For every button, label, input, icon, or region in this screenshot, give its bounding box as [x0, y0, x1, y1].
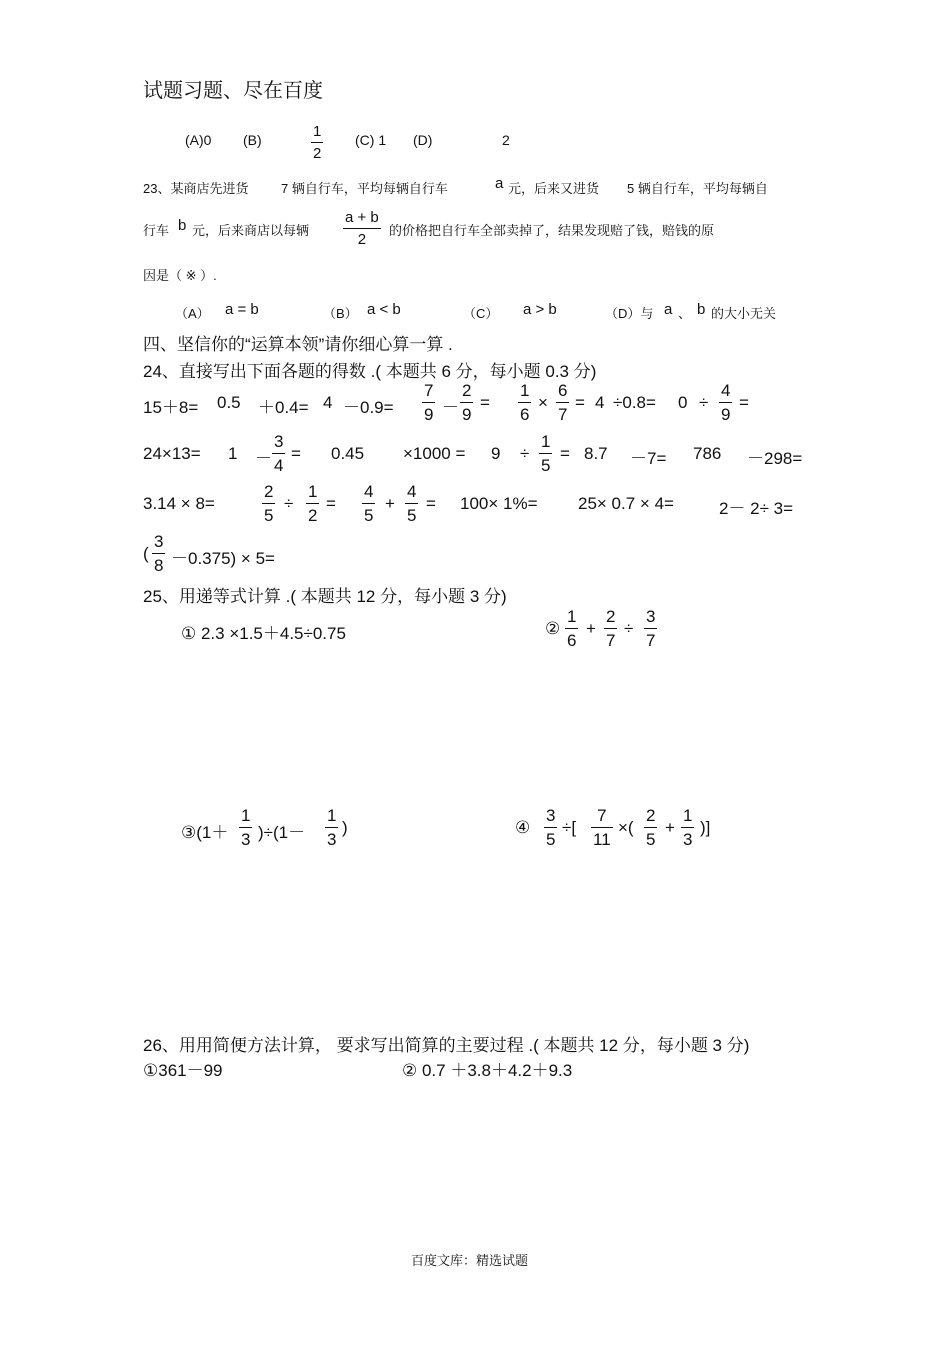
q24-fraction: $\frac{2}{9}$ [462, 381, 472, 424]
q23-var-b: b [178, 217, 187, 234]
q24-item: 25× 0.7 × 4= [578, 494, 674, 513]
q24-equals: = [480, 393, 490, 412]
q24-title: 24、直接写出下面各题的得数 .( 本题共 6 分，每小题 0.3 分) [143, 362, 597, 381]
q24-operator: － [442, 398, 459, 417]
q23-option-d-sep: 、 [678, 306, 692, 321]
q24-fraction: $\frac{4}{5}$ [364, 482, 374, 525]
q24-operator: ÷ [284, 494, 294, 513]
q22-option-b-fraction: $\frac{1}{2}$ [313, 123, 322, 162]
q23-price-fraction: $\frac{a + b}{2}$ [345, 209, 379, 248]
q25-expr: ③(1＋ [181, 823, 229, 842]
q24-item: 9 [491, 444, 501, 463]
q25-fraction: $\frac{3}{7}$ [646, 607, 656, 650]
q23-option-d-b: b [697, 301, 706, 318]
q25-fraction: $\frac{1}{3}$ [683, 806, 693, 849]
q25-expr: )÷(1－ [258, 823, 306, 842]
q24-item: 4 [595, 393, 605, 412]
q26-problem-2: ② 0.7 ＋3.8＋4.2＋9.3 [402, 1061, 573, 1080]
q23-option-a-label: （A） [175, 306, 210, 321]
q24-item: 4 [323, 393, 333, 412]
q23-option-b: a < b [367, 301, 401, 318]
q24-fraction: $\frac{4}{5}$ [407, 482, 417, 525]
q24-equals: = [426, 494, 436, 513]
q24-item: 0.45 [331, 444, 365, 463]
q24-item: －0.9= [343, 398, 394, 417]
q22-option-c: (C) 1 [355, 132, 387, 148]
q25-operator: + [586, 619, 596, 638]
q24-item: ( [143, 544, 149, 563]
q25-fraction: $\frac{7}{11}$ [593, 806, 611, 849]
q23-var-a: a [495, 175, 504, 192]
q24-item: 0 [678, 393, 688, 412]
q25-problem-1: ① 2.3 ×1.5＋4.5÷0.75 [181, 624, 346, 643]
q23-option-d-label: （D）与 [605, 306, 654, 321]
q25-problem-label: ② [545, 619, 561, 638]
q25-title: 25、用递等式计算 .( 本题共 12 分，每小题 3 分) [143, 587, 507, 606]
q24-item: 100× 1%= [460, 494, 538, 513]
q23-option-d-a: a [664, 301, 673, 318]
q24-fraction: $\frac{2}{5}$ [264, 482, 274, 525]
q26-title: 26、用用简便方法计算， 要求写出简算的主要过程 .( 本题共 12 分，每小题 3 分) [143, 1036, 750, 1055]
q23-option-b-label: （B） [323, 306, 358, 321]
q24-item: －0.375) × 5= [171, 549, 275, 568]
q24-fraction: $\frac{1}{5}$ [541, 432, 551, 475]
q22-option-d-value: 2 [502, 132, 510, 148]
q24-item: 8.7 [584, 444, 608, 463]
q23-text: 的价格把自行车全部卖掉了，结果发现赔了钱，赔钱的原 [389, 223, 715, 238]
q24-operator: － [255, 449, 272, 468]
q23-option-c: a > b [523, 301, 557, 318]
q23-text: 23、某商店先进货 [143, 181, 249, 196]
q25-expr: )] [700, 818, 711, 837]
q24-fraction: $\frac{3}{8}$ [154, 532, 164, 575]
q24-operator: ÷ [699, 393, 709, 412]
q25-fraction: $\frac{3}{5}$ [546, 806, 556, 849]
q25-problem-label: ④ [515, 818, 531, 837]
q23-option-c-label: （C） [463, 306, 499, 321]
q24-item: 24×13= [143, 444, 201, 463]
q25-fraction: $\frac{2}{7}$ [606, 607, 616, 650]
q25-expr: ×( [618, 818, 634, 837]
q24-fraction: $\frac{1}{6}$ [520, 381, 530, 424]
q24-equals: = [739, 393, 749, 412]
q24-item: 2－ 2÷ 3= [719, 499, 794, 518]
q23-text: 因是（ ※ ）. [143, 268, 217, 283]
q24-item: －7= [630, 449, 667, 468]
page-footer: 百度文库：精选试题 [411, 1253, 529, 1268]
q24-item: 786 [693, 444, 722, 463]
page-header-title: 试题习题、尽在百度 [143, 80, 323, 102]
q25-fraction: $\frac{1}{6}$ [567, 607, 577, 650]
q24-operator: × [538, 393, 548, 412]
q23-option-a: a = b [225, 301, 259, 318]
q23-text: 5 辆自行车，平均每辆自 [627, 181, 768, 196]
q23-text: 7 辆自行车，平均每辆自行车 [281, 181, 448, 196]
q24-item: 1 [228, 444, 238, 463]
q24-fraction: $\frac{7}{9}$ [424, 381, 434, 424]
q24-equals: = [575, 393, 585, 412]
q24-item: 3.14 × 8= [143, 494, 215, 513]
q26-problem-1: ①361－99 [143, 1061, 223, 1080]
q24-operator: + [385, 494, 395, 513]
q24-fraction: $\frac{6}{7}$ [558, 381, 568, 424]
q24-item: －298= [747, 449, 803, 468]
q24-equals: = [326, 494, 336, 513]
q24-item: ÷0.8= [613, 393, 656, 412]
q24-item: ＋0.4= [258, 398, 309, 417]
q23-text: 行车 [143, 223, 170, 238]
q25-fraction: $\frac{2}{5}$ [646, 806, 656, 849]
q22-option-d: (D) [413, 132, 433, 148]
q24-fraction: $\frac{4}{9}$ [721, 381, 731, 424]
q23-text: 元，后来又进货 [508, 181, 600, 196]
q25-fraction: $\frac{1}{3}$ [241, 806, 251, 849]
q25-operator: ÷ [624, 619, 634, 638]
q25-expr: ) [342, 818, 348, 837]
q24-fraction: $\frac{1}{2}$ [308, 482, 318, 525]
q24-item: 0.5 [217, 393, 241, 412]
q25-operator: + [665, 818, 675, 837]
q24-item: ×1000 = [403, 444, 466, 463]
q22-option-b: (B) [243, 132, 262, 148]
q24-equals: = [291, 444, 301, 463]
q24-item: 15＋8= [143, 398, 199, 417]
q23-text: 元，后来商店以每辆 [192, 223, 310, 238]
q22-option-a: (A)0 [185, 132, 212, 148]
q24-operator: ÷ [520, 444, 530, 463]
q25-fraction: $\frac{1}{3}$ [327, 806, 337, 849]
section-4-title: 四、坚信你的“运算本领”请你细心算一算 . [143, 335, 453, 354]
q23-option-d-tail: 的大小无关 [711, 306, 777, 321]
q24-fraction: $\frac{3}{4}$ [274, 432, 284, 475]
q25-expr: ÷[ [562, 818, 577, 837]
q24-equals: = [560, 444, 570, 463]
